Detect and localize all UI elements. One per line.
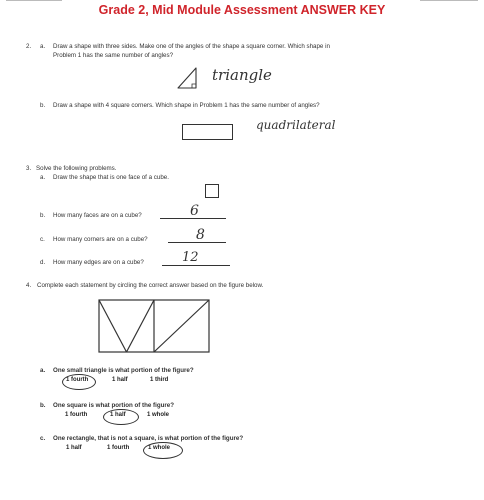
option-4a-3: 1 third [150, 377, 169, 383]
option-4b-3: 1 whole [147, 412, 170, 418]
option-4a-2: 1 half [112, 377, 128, 383]
problem-3-intro: Solve the following problems. [36, 165, 117, 172]
problem-2a-line1: Draw a shape with three sides. Make one of the angles of the shape a square corner. Which shape in [53, 43, 330, 50]
problem-4c-text: One rectangle, that is not a square, is what portion of the figure? [53, 435, 244, 442]
answer-3c: 8 [196, 227, 205, 243]
option-4b-1: 1 fourth [65, 412, 88, 418]
problem-4b-letter: b. [40, 402, 46, 409]
figure-two-squares [98, 299, 210, 353]
answer-line-3d [162, 265, 230, 266]
problem-3b-letter: b. [40, 212, 46, 219]
answer-2b: quadrilateral [256, 118, 336, 132]
rectangle-drawing [182, 124, 233, 140]
answer-2a: triangle [212, 66, 272, 84]
problem-2a-line2: Problem 1 has the same number of angles? [53, 52, 174, 59]
header-rule-right [420, 0, 478, 1]
square-face-drawing [205, 184, 219, 198]
problem-2b-text: Draw a shape with 4 square corners. Which shape in Problem 1 has the same number of angles? [53, 102, 320, 109]
option-4c-3: 1 whole [148, 445, 171, 451]
problem-3-number: 3. [26, 165, 32, 172]
problem-3d-letter: d. [40, 259, 46, 266]
option-4c-1: 1 half [66, 445, 82, 451]
page-title: Grade 2, Mid Module Assessment ANSWER KEY [98, 3, 386, 17]
option-4b-2: 1 half [110, 412, 126, 418]
problem-4a-text: One small triangle is what portion of the figure? [53, 367, 194, 374]
problem-3c-text: How many corners are on a cube? [53, 236, 148, 243]
right-triangle-drawing [170, 64, 204, 92]
problem-4-number: 4. [26, 282, 32, 289]
answer-3b: 6 [190, 203, 199, 219]
problem-3c-letter: c. [40, 236, 45, 243]
option-4a-1: 1 fourth [66, 377, 89, 383]
problem-3a-letter: a. [40, 174, 46, 181]
problem-2a-letter: a. [40, 43, 46, 50]
option-4c-2: 1 fourth [107, 445, 130, 451]
problem-4a-letter: a. [40, 367, 46, 374]
problem-4c-letter: c. [40, 435, 46, 442]
problem-3b-text: How many faces are on a cube? [53, 212, 142, 219]
problem-4b-text: One square is what portion of the figure? [53, 402, 175, 409]
problem-3d-text: How many edges are on a cube? [53, 259, 144, 266]
answer-3d: 12 [182, 250, 199, 265]
problem-4-intro: Complete each statement by circling the correct answer based on the figure below. [37, 282, 264, 289]
problem-2b-letter: b. [40, 102, 46, 109]
problem-2-number: 2. [26, 43, 32, 50]
problem-3a-text: Draw the shape that is one face of a cube. [53, 174, 169, 181]
header-rule-left [6, 0, 62, 1]
